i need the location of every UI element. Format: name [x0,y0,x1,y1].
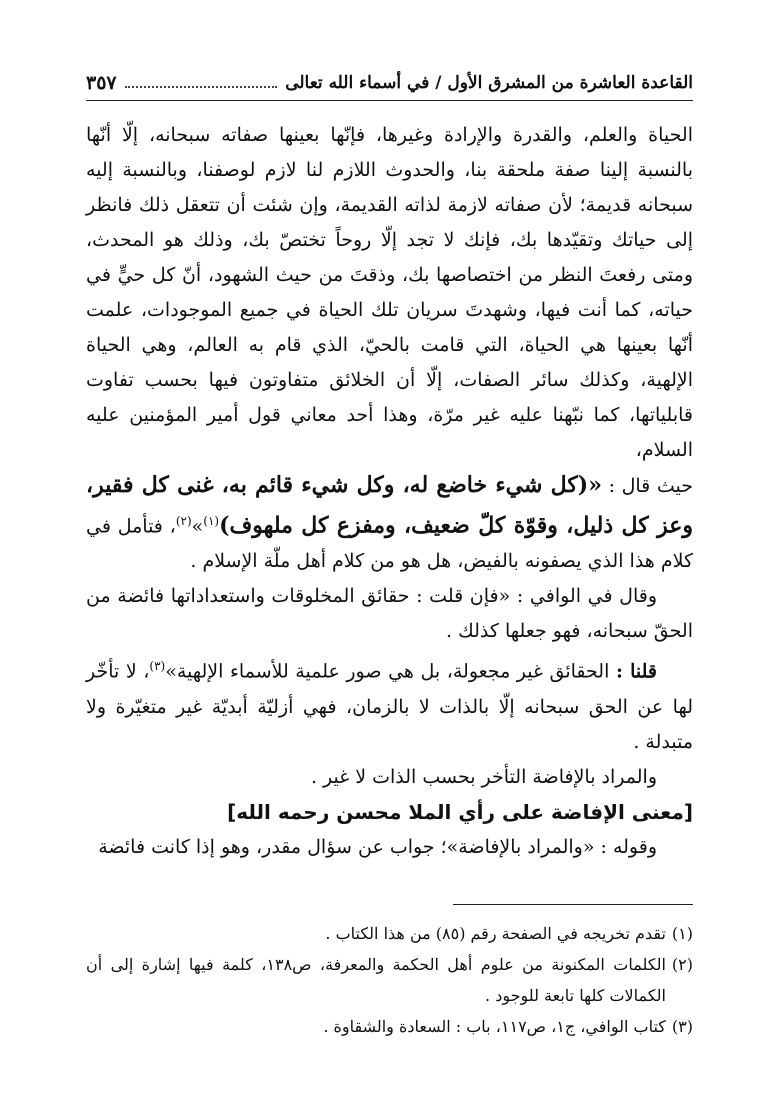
footnote-ref-1: (١) [203,514,220,528]
footnote-number: (٢) [671,955,693,974]
qulna-label: قلنا : [615,660,657,683]
footnote-item [86,918,693,949]
qulna-after: ، لا تأخّر لها عن الحق سبحانه إلّا بالذات لا بالزمان، فهي أزليّة أبديّة غير متغيّرة ولا متبدلة . [86,660,693,753]
qulna-text: الحقائق غير مجعولة، بل هي صور علمية للأسماء الإلهية» [165,660,610,683]
quote-text: «(كل شيء خاضع له، وكل شيء قائم به، غنى كل فقير، وعز كل ذليل، وقوّة كلّ ضعيف، ومفزع كل ملهوف) [86,472,693,539]
quote-after: ، فتأمل في كلام هذا الذي يصفونه بالفيض، هل هو من كلام أهل ملّة الإسلام . [86,515,693,573]
paragraph-wafi: وقال في الوافي : «فإن قلت : حقائق المخلوقات واستعداداتها فائضة من الحقّ سبحانه، فهو جعلها كذلك . [86,585,693,643]
quote-close: » [191,515,204,538]
paragraph-qulna [86,649,693,759]
quote-intro: حيث قال : [608,475,693,497]
header-title: القاعدة العاشرة من المشرق الأول / في أسماء الله تعالى [285,73,693,93]
footnote-ref-2: (٢) [175,514,192,528]
paragraph-last: وقوله : «والمراد بالإفاضة»؛ جواب عن سؤال مقدر، وهو إذا كانت فائضة [98,835,657,858]
footnote-number: (١) [671,924,693,943]
paragraph-murad: والمراد بالإفاضة التأخر بحسب الذات لا غير . [310,765,657,788]
footnote-number: (٣) [671,1017,693,1036]
main-text [86,118,693,865]
footnote-separator [453,904,693,905]
paragraph-opening: الحياة والعلم، والقدرة والإرادة وغيرها، فإنّها بعينها صفاته سبحانه، إلّا أنّها بالنسبة إلينا صفة ملحقة بنا، والحدوث اللازم لنا لازم لوصفنا، وبالنسبة إليه سبحانه قديمة؛ لأن صفاته لازمة لذاته القديمة، وإن شئت أن تتعقل ذلك فانظر إلى حياتك وتقيّدها بك، فإنك لا تجد إلّا روحاً تختصّ بك، وذلك هو المحدث، ومتى رفعتَ النظر من اختصاصها بك، وذقتَ من حيث الشهود، أنّ كل حيٍّ في حياته، كما أنت فيها، وشهدتَ سريان تلك الحياة في جميع الموجودات، علمت أنّها بعينها هي الحياة، التي قامت بالحيّ، الذي قام به العالم، وهي الحياة الإلهية، وكذلك سائر الصفات، إلّا أن الخلائق متفاوتون فيها بحسب تفاوت قابلياتها، كما نبّهنا عليه غير مرّة، وهذا أحد معاني قول أمير المؤمنين عليه السلام، [86,124,693,461]
header-dot-leader [125,86,278,88]
section-heading: [معنى الإفاضة على رأي الملا محسن رحمه الله] [227,799,693,824]
paragraph-quote [86,468,693,579]
footnote-text: تقدم تخريجه في الصفحة رقم (٨٥) من هذا الكتاب . [325,924,666,943]
footnote-text: كتاب الوافي، ج١، ص١١٧، باب : السعادة والشقاوة . [323,1017,666,1036]
page-number: ٣٥٧ [86,72,117,94]
footnote-item [86,949,693,1011]
footnotes [86,918,693,1042]
footnote-ref-3: (٣) [149,659,166,674]
running-header [86,66,693,101]
footnote-text: الكلمات المكنونة من علوم أهل الحكمة والمعرفة، ص١٣٨، كلمة فيها إشارة إلى أن الكمالات كلها تابعة للوجود . [86,955,666,1005]
footnote-item [86,1011,693,1042]
